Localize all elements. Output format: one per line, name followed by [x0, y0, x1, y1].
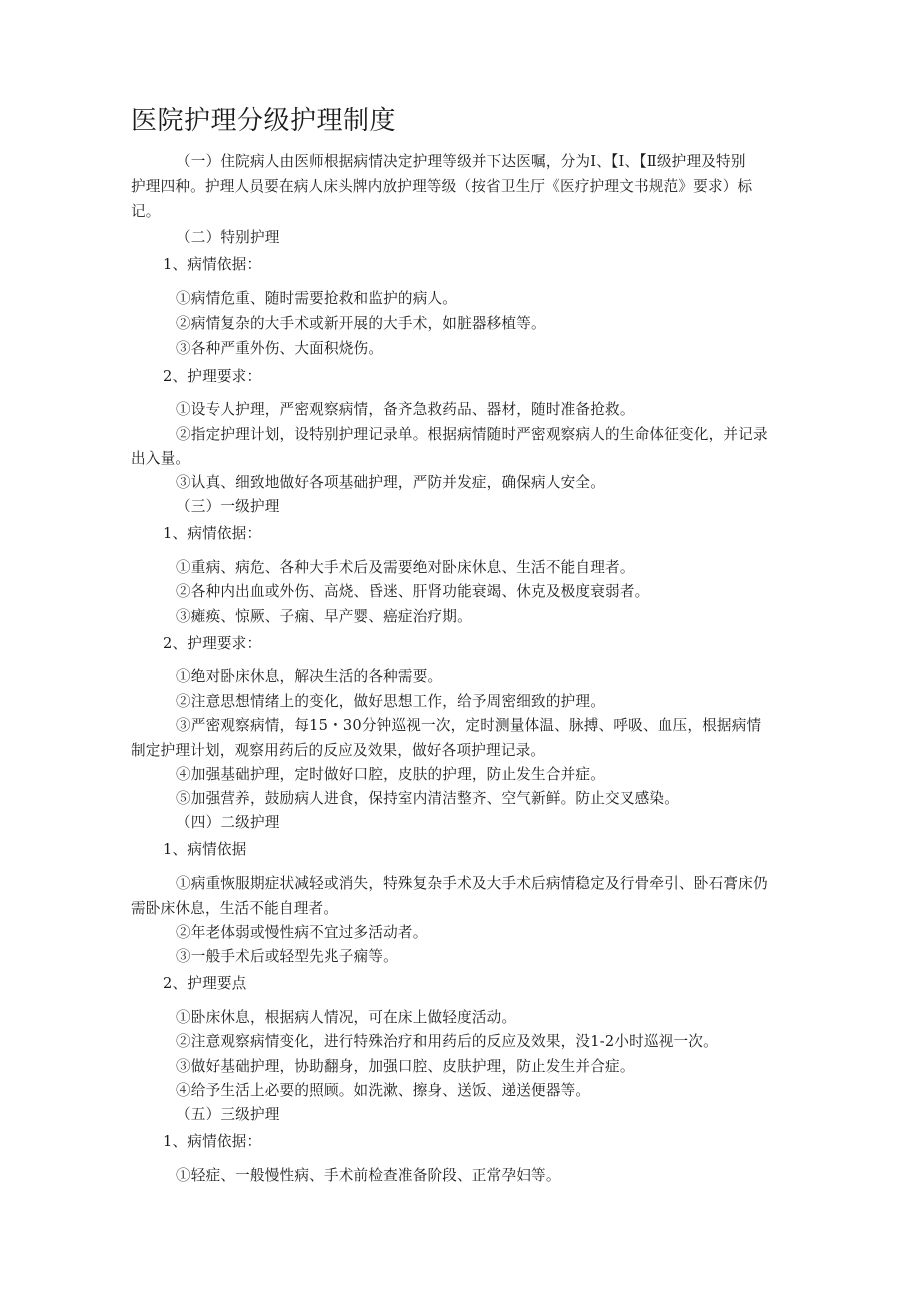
list-item: ②注意观察病情变化，进行特殊治疗和用药后的反应及效果，没1-2小时巡视一次。 [176, 1033, 718, 1050]
subheading: 1、病情依据： [163, 1133, 262, 1150]
list-item: ①轻症、一般慢性病、手术前检查准备阶段、正常孕妇等。 [176, 1167, 561, 1184]
section-heading: （三）一级护理 [176, 498, 280, 515]
subheading: 1、病情依据 [163, 841, 247, 858]
list-item: ①病情危重、随时需要抢救和监护的病人。 [176, 290, 458, 307]
subheading: 1、病情依据： [163, 525, 262, 542]
list-item: ①绝对卧床休息，解决生活的各种需要。 [176, 668, 443, 685]
paragraph-line: （一）住院病人由医师根据病情决定护理等级并下达医嘱，分为Ⅰ、【Ⅰ、【Ⅱ级护理及特别 [176, 153, 746, 170]
list-item: ①设专人护理，严密观察病情，备齐急救药品、器材，随时准备抢救。 [176, 401, 635, 418]
list-item: ①病重恢服期症状减轻或消失，特殊复杂手术及大手术后病情稳定及行骨牵引、卧石膏床仍 [176, 875, 768, 892]
paragraph-line: 记。 [131, 203, 161, 220]
subheading: 2、护理要点 [163, 975, 247, 992]
section-heading: （四）二级护理 [176, 814, 280, 831]
list-item: ③做好基础护理，协助翻身，加强口腔、皮肤护理，防止发生并合症。 [176, 1058, 635, 1075]
list-item: ④加强基础护理，定时做好口腔，皮肤的护理，防止发生合并症。 [176, 766, 606, 783]
section-heading: （二）特别护理 [176, 229, 280, 246]
list-item: ③各种严重外伤、大面积烧伤。 [176, 340, 384, 357]
list-item: ④给予生活上必要的照顾。如洗漱、擦身、送饭、递送便器等。 [176, 1082, 591, 1099]
list-item: ⑤加强营养，鼓励病人进食，保持室内清洁整齐、空气新鲜。防止交叉感染。 [176, 790, 679, 807]
list-item: ③瘫痪、惊厥、子痫、早产婴、癌症治疗期。 [176, 608, 472, 625]
list-item: ③一般手术后或轻型先兆子痫等。 [176, 948, 398, 965]
list-item-continuation: 出入量。 [131, 450, 191, 467]
document-title: 医院护理分级护理制度 [131, 106, 397, 136]
list-item: ③认真、细致地做好各项基础护理，严防并发症，确保病人安全。 [176, 474, 606, 491]
list-item: ②年老体弱或慢性病不宜过多活动者。 [176, 924, 428, 941]
subheading: 1、病情依据： [163, 256, 262, 273]
subheading: 2、护理要求： [163, 368, 262, 385]
list-item: ②指定护理计划，设特别护理记录单。根据病情随时严密观察病人的生命体征变化，并记录 [176, 426, 768, 443]
list-item: ②注意思想情绪上的变化，做好思想工作，给予周密细致的护理。 [176, 693, 606, 710]
list-item-continuation: 需卧床休息，生活不能自理者。 [131, 900, 339, 917]
list-item-continuation: 制定护理计划，观察用药后的反应及效果，做好各项护理记录。 [131, 742, 546, 759]
list-item: ③严密观察病情，每15・30分钟巡视一次，定时测量体温、脉搏、呼吸、血压，根据病情 [176, 717, 762, 734]
subheading: 2、护理要求： [163, 635, 262, 652]
list-item: ②病情复杂的大手术或新开展的大手术，如脏器移植等。 [176, 315, 546, 332]
list-item: ②各种内出血或外伤、高烧、昏迷、肝肾功能衰竭、休克及极度衰弱者。 [176, 583, 650, 600]
section-heading: （五）三级护理 [176, 1106, 280, 1123]
list-item: ①重病、病危、各种大手术后及需要绝对卧床休息、生活不能自理者。 [176, 559, 635, 576]
paragraph-line: 护理四种。护理人员要在病人床头牌内放护理等级（按省卫生厅《医疗护理文书规范》要求）标 [131, 178, 753, 195]
list-item: ①卧床休息，根据病人情况，可在床上做轻度活动。 [176, 1009, 517, 1026]
